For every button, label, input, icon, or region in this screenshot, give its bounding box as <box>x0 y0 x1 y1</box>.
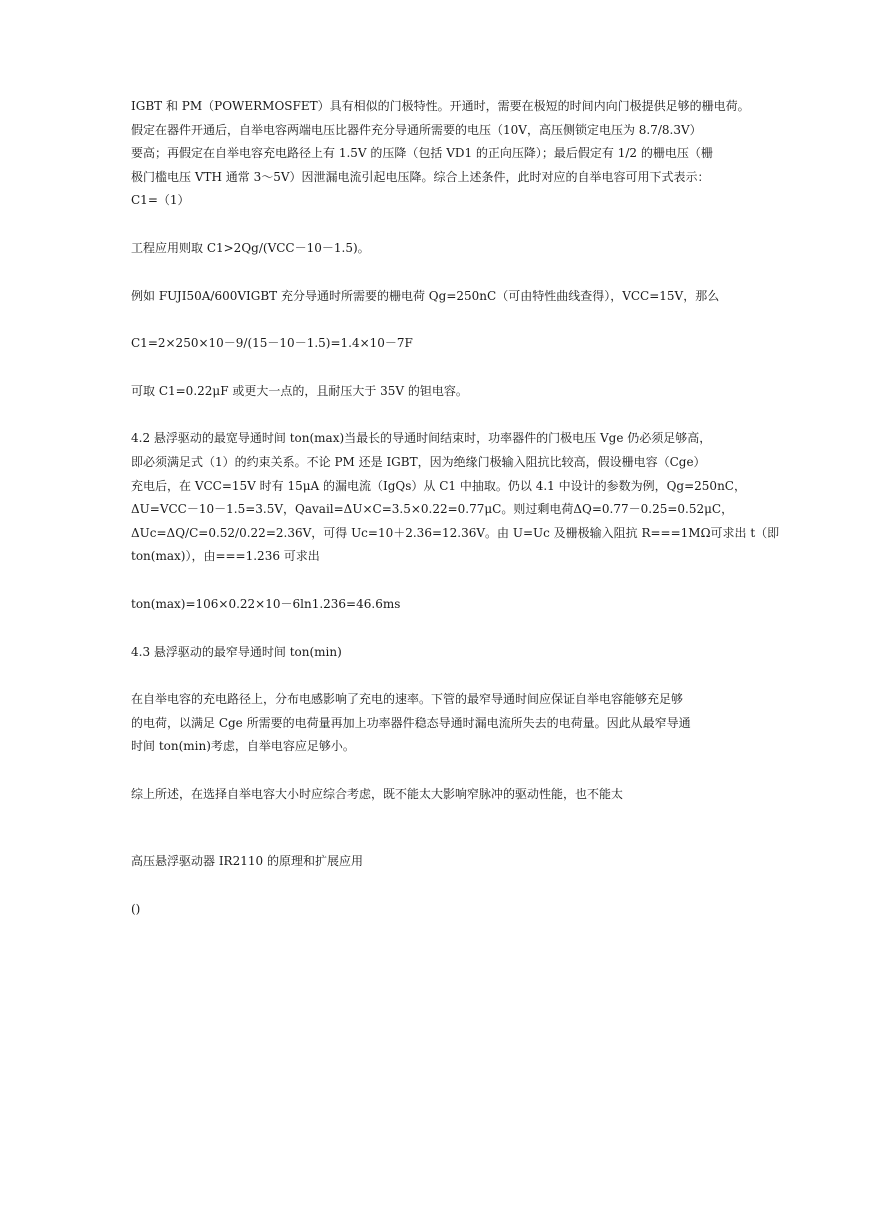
text-line: 时间 ton(min)考虑，自举电容应足够小。 <box>131 739 355 754</box>
document-title: 高压悬浮驱动器 IR2110 的原理和扩展应用 <box>131 854 363 869</box>
paragraph-c1-choice <box>131 380 743 404</box>
formula-line: C1=（1） <box>131 193 190 208</box>
text-line: IGBT 和 PM（POWERMOSFET）具有相似的门极特性。开通时，需要在极短的时间内向门极提供足够的栅电荷。 <box>131 99 750 113</box>
paragraph-engineering-rule <box>131 237 743 261</box>
text-line: 假定在器件开通后，自举电容两端电压比器件充分导通所需要的电压（10V，高压侧锁定电压为 8.7/8.3V） <box>131 122 702 137</box>
section-4-3-heading <box>131 641 743 665</box>
paragraph-gate-charge-intro <box>131 95 750 213</box>
formula-line: C1=2×250×10－9/(15－10－1.5)=1.4×10－7F <box>131 336 413 351</box>
text-line: ΔU=VCC－10－1.5=3.5V，Qavail=ΔU×C=3.5×0.22=0.77μC。则过剩电荷ΔQ=0.77－0.25=0.52μC， <box>131 502 734 517</box>
text-line: ΔUc=ΔQ/C=0.52/0.22=2.36V，可得 Uc=10＋2.36=12.36V。由 U=Uc 及栅极输入阻抗 R===1MΩ可求出 t（即 <box>131 525 780 540</box>
paragraph-section-4-2 <box>131 427 780 569</box>
empty-parens: () <box>131 902 141 917</box>
paragraph-example-fuji <box>131 285 743 309</box>
paragraph-c1-calculation <box>131 332 743 356</box>
text-line: 例如 FUJI50A/600VIGBT 充分导通时所需要的栅电荷 Qg=250nC（可由特性曲线查得），VCC=15V，那么 <box>131 288 720 303</box>
paragraph-ton-max-calc <box>131 593 743 617</box>
heading-line: 4.3 悬浮驱动的最窄导通时间 ton(min) <box>131 644 342 659</box>
text-line: 4.2 悬浮驱动的最宽导通时间 ton(max)当最长的导通时间结束时，功率器件的门极电压 Vge 仍必须足够高， <box>131 431 712 446</box>
text-line: 极门槛电压 VTH 通常 3～5V）因泄漏电流引起电压降。综合上述条件，此时对应的自举电容可用下式表示： <box>131 169 710 184</box>
text-line: 即必须满足式（1）的约束关系。不论 PM 还是 IGBT，因为绝缘门极输入阻抗比较高，假设栅电容（Cge） <box>131 454 706 469</box>
footer-parens <box>131 898 743 922</box>
text-line: 充电后，在 VCC=15V 时有 15μA 的漏电流（IgQs）从 C1 中抽取。仍以 4.1 中设计的参数为例，Qg=250nC， <box>131 478 746 493</box>
text-line: 的电荷，以满足 Cge 所需要的电荷量再加上功率器件稳态导通时漏电流所失去的电荷量。因此从最窄导通 <box>131 715 691 730</box>
text-line: 在自举电容的充电路径上，分布电感影响了充电的速率。下管的最窄导通时间应保证自举电容能够充足够 <box>131 692 684 707</box>
paragraph-summary <box>131 783 743 807</box>
document-page <box>131 95 780 946</box>
text-line: ton(max)），由===1.236 可求出 <box>131 549 320 564</box>
formula-line: ton(max)=106×0.22×10－6ln1.236=46.6ms <box>131 596 401 611</box>
text-line: 可取 C1=0.22μF 或更大一点的，且耐压大于 35V 的钽电容。 <box>131 383 468 398</box>
text-line: 综上所述，在选择自举电容大小时应综合考虑，既不能太大影响窄脉冲的驱动性能，也不能太 <box>131 786 624 801</box>
paragraph-section-4-3 <box>131 688 743 759</box>
footer-title <box>131 850 743 874</box>
text-line: 工程应用则取 C1>2Qg/(VCC－10－1.5)。 <box>131 240 370 255</box>
text-line: 要高；再假定在自举电容充电路径上有 1.5V 的压降（包括 VD1 的正向压降）；最后假定有 1/2 的栅电压（栅 <box>131 146 713 161</box>
